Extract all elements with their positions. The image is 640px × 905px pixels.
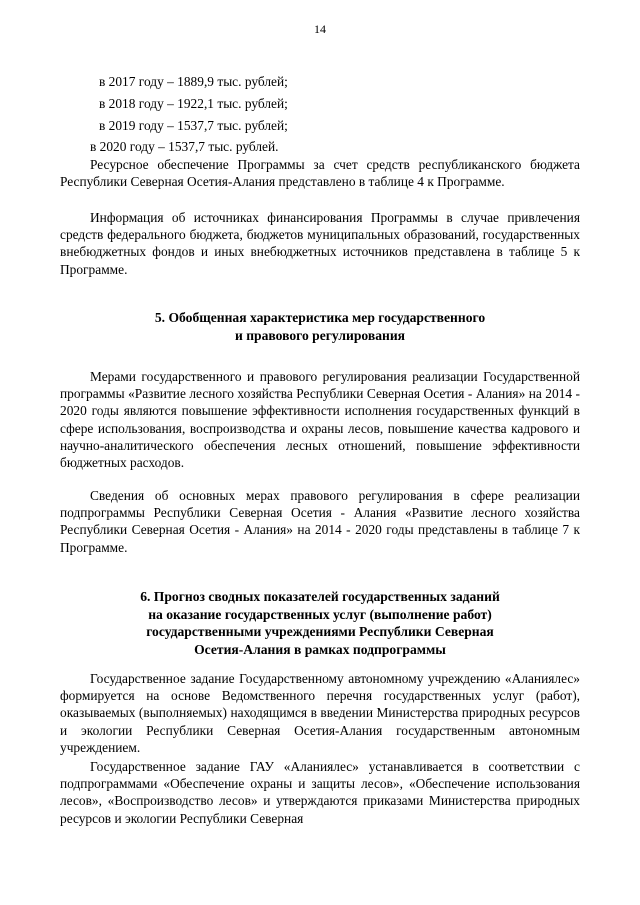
paragraph-resource-support: [60, 156, 580, 190]
section-6-title-line-2: на оказание государственных услуг (выполнение работ): [148, 606, 492, 622]
section-5-title-line-1: 5. Обобщенная характеристика мер государственного: [154, 310, 486, 325]
funding-year-2019: в 2019 году – 1537,7 тыс. рублей;: [99, 118, 288, 133]
section-6-paragraph-2: [60, 758, 580, 827]
paragraph-text: Государственное задание ГАУ «Аланиялес» устанавливается в соответствии с подпрограммами «Обеспечение охраны и защиты лесов», «Обеспечение использования лесов», «Воспроизводство лесов» и утверждаются приказами Министерства природных ресурсов и экологии Республики Северная: [60, 759, 580, 826]
funding-year-2018: в 2018 году – 1922,1 тыс. рублей;: [99, 96, 288, 111]
section-6-title-line-3: государственными учреждениями Республики Северная: [146, 624, 494, 639]
section-6-title-line-4: Осетия-Алания в рамках подпрограммы: [194, 641, 446, 657]
section-6-title-line-1: 6. Прогноз сводных показателей государственных заданий: [140, 589, 500, 604]
funding-year-2017: в 2017 году – 1889,9 тыс. рублей;: [99, 74, 288, 89]
paragraph-text: Ресурсное обеспечение Программы за счет средств республиканского бюджета Республики Северная Осетия-Алания представлено в таблице 4 к Программе.: [60, 157, 580, 190]
paragraph-text: Информация об источниках финансирования Программы в случае привлечения средств федерального бюджета, бюджетов муниципальных образований, государственных внебюджетных фондов и иных внебюджетных источников представлена в таблице 5 к Программе.: [60, 210, 580, 277]
paragraph-funding-sources: [60, 209, 580, 278]
paragraph-text: Мерами государственного и правового регулирования реализации Государственной программы «Развитие лесного хозяйства Республики Северная Осетия - Алания» на 2014 - 2020 годы являются повышение эффективности исполнения государственных функций в сфере использования, воспроизводства и охраны лесов, повышение качества кадрового и научно-аналитического обеспечения лесных отношений, повышение эффективности бюджетных расходов.: [60, 369, 580, 471]
paragraph-text: Государственное задание Государственному автономному учреждению «Аланиялес» формируется на основе Ведомственного перечня государственных услуг (работ), оказываемых (выполняемых) находящимся в введении Министерства природных ресурсов и экологии Республики Северная Осетия-Алания государственным автономным учреждением.: [60, 671, 580, 755]
funding-year-2020: в 2020 году – 1537,7 тыс. рублей.: [90, 139, 279, 154]
section-5-paragraph-1: [60, 368, 580, 471]
paragraph-text: Сведения об основных мерах правового регулирования в сфере реализации подпрограммы Республики Северная Осетия - Алания «Развитие лесного хозяйства Республики Северная Осетия - Алания» на 2014 - 2020 годы представлены в таблице 7 к Программе.: [60, 488, 580, 555]
section-6-heading: [60, 588, 580, 658]
section-5-heading: [60, 309, 580, 344]
section-5-paragraph-2: [60, 487, 580, 556]
section-5-title-line-2: и правового регулирования: [234, 327, 406, 343]
section-6-paragraph-1: [60, 670, 580, 756]
page-number: 14: [314, 22, 326, 36]
